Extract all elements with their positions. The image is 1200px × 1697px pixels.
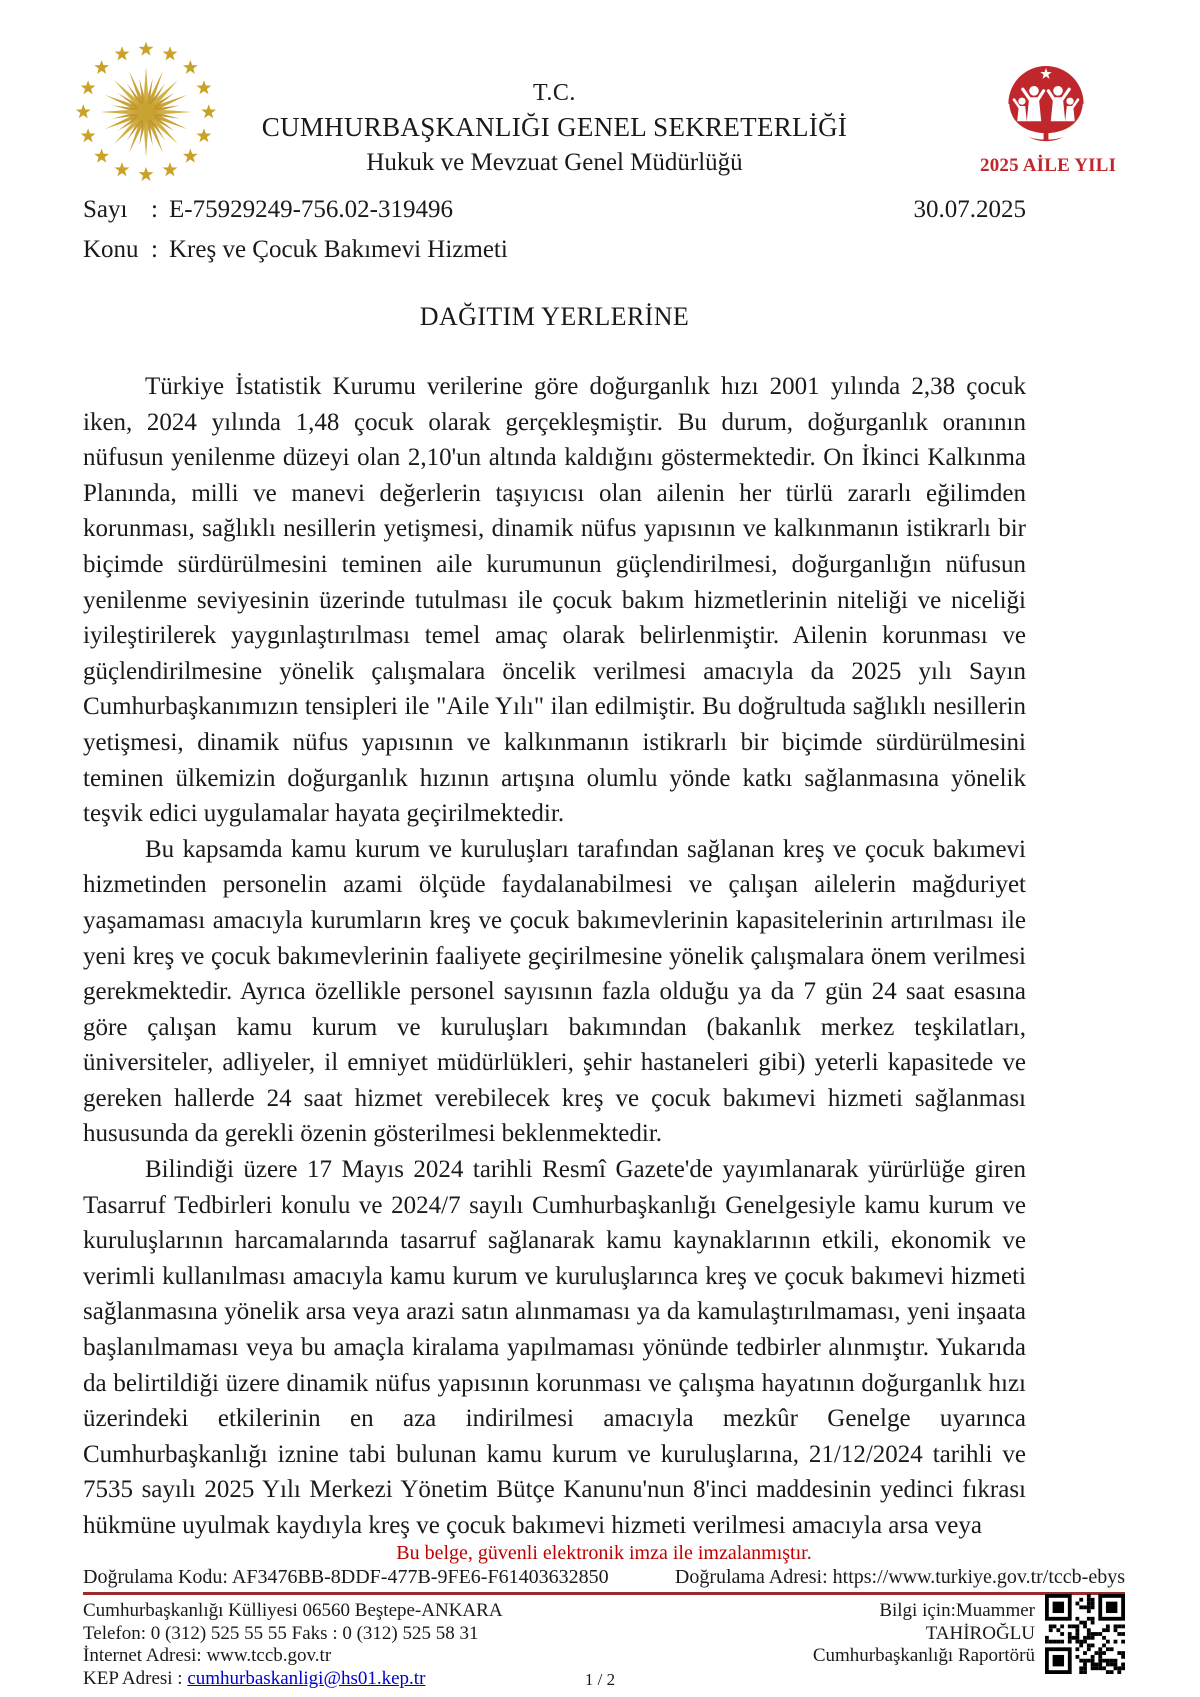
document-date: 30.07.2025 [913,196,1026,223]
document-meta [83,196,1026,276]
letterhead-titles [83,80,1026,177]
sayi-value: E-75929249-756.02-319496 [169,196,453,223]
letter-body [83,369,1026,1544]
org-title-sub: Hukuk ve Mevzuat Genel Müdürlüğü [366,149,743,176]
konu-separator: : [151,236,158,263]
org-title-main: CUMHURBAŞKANLIĞI GENEL SEKRETERLİĞİ [261,112,848,142]
contact-title-line: Cumhurbaşkanlığı Raportörü [812,1645,1035,1666]
body-paragraph-1: Türkiye İstatistik Kurumu verilerine göre doğurganlık hızı 2001 yılında 2,38 çocuk iken, 2024 yılında 1,48 çocuk olarak gerçekleşmiştir. Bu durum, doğurganlık oranının nüfusun yenilenme düzeyi olan 2,10'un altında kaldığını göstermektedir. On İkinci Kalkınma Planında, milli ve manevi değerlerin taşıyıcısı olan ailenin her türlü zararlı eğilimden korunması, sağlıklı nesillerin yetişmesi, dinamik nüfus yapısının ve kalkınmanın istikrarlı bir biçimde sürdürülmesini teminen aile kurumunun güçlendirilmesi, doğurganlığın nüfusun yenilenme seviyesinin üzerinde tutulması ile çocuk bakım hizmetlerinin niteliği ve niceliği iyileştirilerek yaygınlaştırılması temel amaç olarak belirlenmiştir. Ailenin korunması ve güçlendirilmesine yönelik çalışmalara öncelik verilmesi amacıyla da 2025 yılı Sayın Cumhurbaşkanımızın tensipleri ile "Aile Yılı" ilan edilmiştir. Bu doğrultuda sağlıklı nesillerin yetişmesi, dinamik nüfus yapısının ve kalkınmanın istikrarlı bir biçimde sürdürülmesini teminen ülkemizin doğurganlık hızının artışına olumlu yönde katkı sağlanmasına yönelik teşvik edici uygulamalar hayata geçirilmektedir. [83,373,1026,828]
family-year-caption: 2025 AİLE YILI [980,155,1117,176]
sayi-row [83,196,1026,224]
recipient-heading: DAĞITIM YERLERİNE [419,302,690,331]
footer-divider [83,1592,1125,1595]
konu-value: Kreş ve Çocuk Bakımevi Hizmeti [169,236,508,263]
family-year-2025-logo [980,54,1117,177]
contact-surname-line: TAHİROĞLU [925,1622,1035,1644]
verification-code: Doğrulama Kodu: AF3476BB-8DDF-477B-9FE6-F61403632850 [83,1566,609,1588]
phone-line: Telefon: 0 (312) 525 55 55 Faks : 0 (312) 525 58 31 [83,1622,479,1644]
contact-name-line: Bilgi için:Muammer [879,1600,1035,1621]
kep-email-link[interactable]: cumhurbaskanligi@hs01.kep.tr [187,1667,426,1689]
konu-label: Konu [83,236,139,263]
body-paragraph-2: Bu kapsamda kamu kurum ve kuruluşları tarafından sağlanan kreş ve çocuk bakımevi hizmetinden personelin azami ölçüde faydalanabilmesi ve çalışan ailelerin mağduriyet yaşamaması amacıyla kurumların kreş ve çocuk bakımevlerinin kapasitelerinin artırılması ile yeni kreş ve çocuk bakımevlerinin faaliyete geçirilmesine yönelik çalışmalara önem verilmesi gerekmektedir. Ayrıca özellikle personel sayısının fazla olduğu ya da 7 gün 24 saat esasına göre çalışan kamu kurum ve kuruluşları bakımından (bakanlık merkez teşkilatları, üniversiteler, adliyeler, il emniyet müdürlükleri, şehir hastaneleri gibi) yeterli kapasitede ve gereken hallerde 24 saat hizmet verebilecek kreş ve çocuk bakımevi hizmeti sağlanması hususunda da gerekli özenin gösterilmesi beklenmektedir. [83,835,1026,1148]
sayi-label: Sayı [83,196,128,223]
sayi-separator: : [151,196,158,223]
qr-code-icon [1045,1594,1125,1674]
verification-row [83,1566,1125,1589]
page-number: 1 / 2 [584,1670,616,1689]
kep-label: KEP Adresi : [83,1667,188,1689]
web-line: İnternet Adresi: www.tccb.gov.tr [83,1645,332,1666]
verification-address: Doğrulama Adresi: https://www.turkiye.gov.tr/tccb-ebys [674,1566,1125,1588]
body-paragraph-3: Bilindiği üzere 17 Mayıs 2024 tarihli Resmî Gazete'de yayımlanarak yürürlüğe giren Tasarruf Tedbirleri konulu ve 2024/7 sayılı Cumhurbaşkanlığı Genelgesiyle kamu kurum ve kuruluşlarının harcamalarında tasarruf sağlanarak kamu kaynaklarının etkili, ekonomik ve verimli kullanılması amacıyla kamu kurum ve kuruluşlarınca kreş ve çocuk bakımevi hizmeti sağlanmasına yönelik arsa veya arazi satın alınmaması ya da kamulaştırılmaması, yeni inşaata başlanılmaması veya bu amaçla kiralama yapılmaması yönünde tedbirler alınmıştır. Yukarıda da belirtildiği üzere dinamik nüfus yapısının korunması ve çalışma hayatının doğurganlık hızı üzerindeki etkilerinin en aza indirilmesi amacıyla mezkûr Genelge uyarınca Cumhurbaşkanlığı iznine tabi bulunan kamu kurum ve kuruluşlarına, 21/12/2024 tarihli ve 7535 sayılı 2025 Yılı Merkezi Yönetim Bütçe Kanunu'nun 8'inci maddesinin yedinci fıkrası hükmüne uyulmak kaydıyla kreş ve çocuk bakımevi hizmeti verilmesi amacıyla arsa veya [83,1156,1026,1539]
org-title-tc: T.C. [533,80,576,106]
esign-notice: Bu belge, güvenli elektronik imza ile imzalanmıştır. [396,1542,812,1564]
family-year-logo-icon [994,54,1098,154]
konu-row [83,236,1026,264]
address-line: Cumhurbaşkanlığı Külliyesi 06560 Beştepe-ANKARA [83,1600,503,1621]
